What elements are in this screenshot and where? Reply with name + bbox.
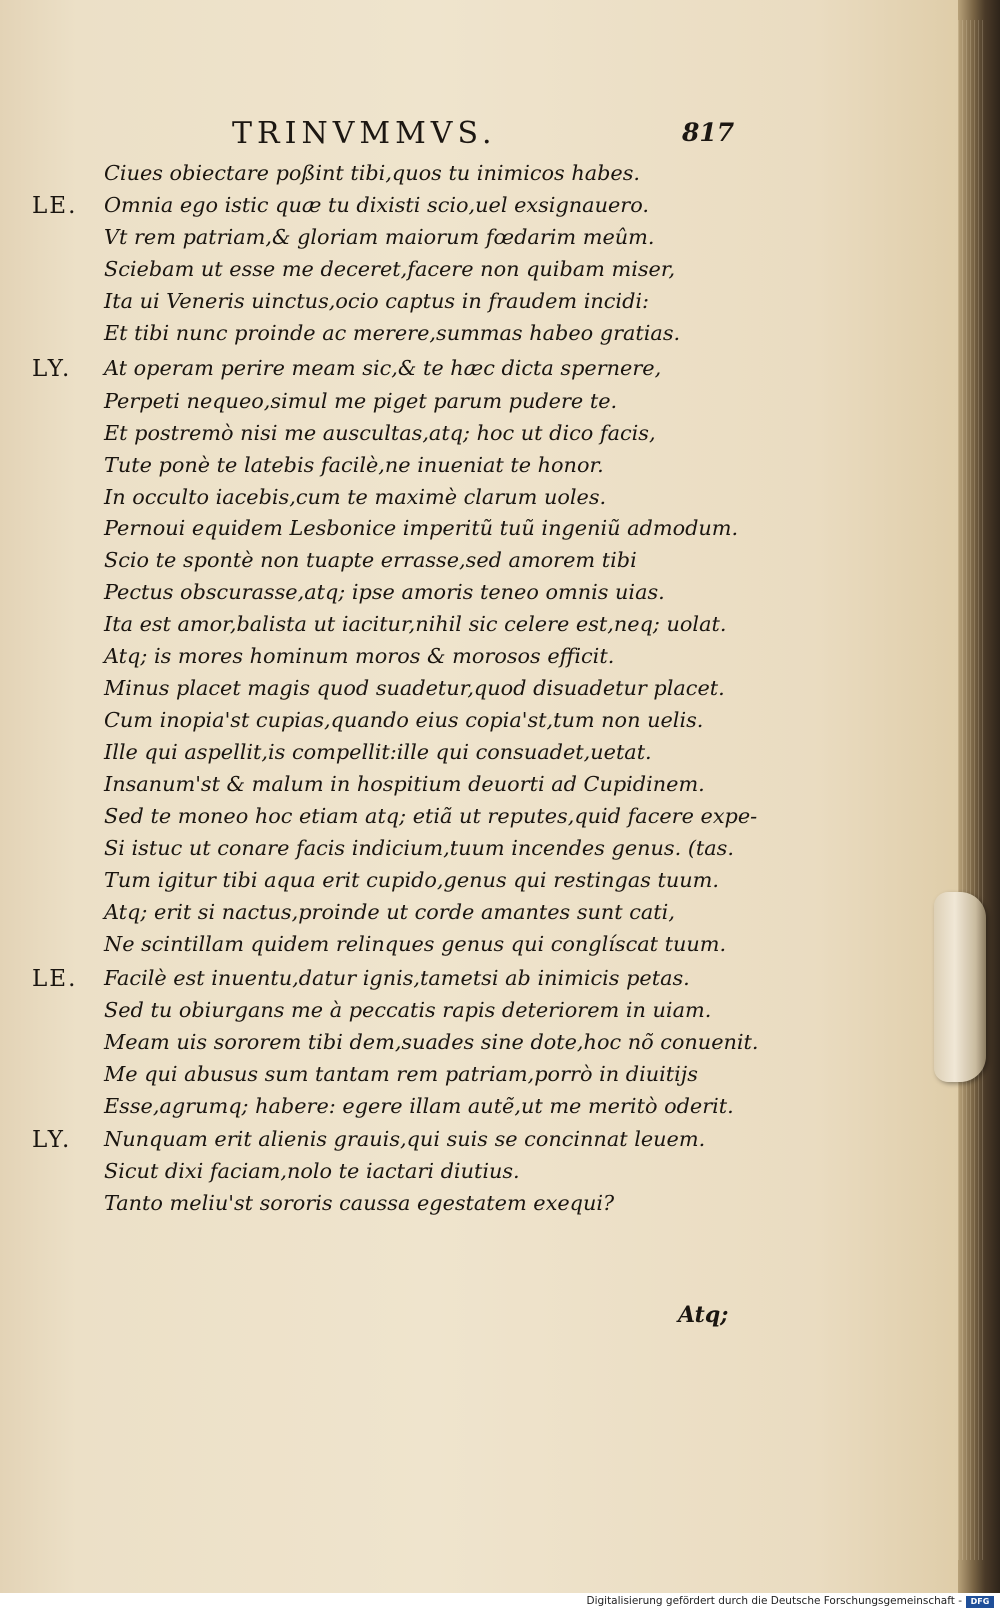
verse-line-text: Si istuc ut conare facis indicium,tuum incendes genus. (tas. — [104, 836, 734, 860]
verse-line-text: Et postremò nisi me auscultas,atq; hoc ut dico facis, — [104, 421, 656, 445]
verse-line-text: At operam perire meam sic,& te hæc dicta spernere, — [104, 356, 662, 380]
verse-line-text: Scio te spontè non tuapte errasse,sed amorem tibi — [104, 548, 637, 572]
verse-line — [0, 644, 958, 674]
running-title: TRINVMMVS. — [232, 116, 497, 151]
verse-line-text: Insanum'st & malum in hospitium deuorti ad Cupidinem. — [104, 772, 705, 796]
verse-line-text: Esse,agrumq; habere: egere illam autẽ,ut me meritò oderit. — [104, 1094, 734, 1118]
verse-line — [0, 161, 958, 191]
verse-line — [0, 389, 958, 419]
verse-line-text: Ciues obiectare poßint tibi,quos tu inimicos habes. — [104, 161, 641, 185]
verse-line-text: Sicut dixi faciam,nolo te iactari diutius. — [104, 1159, 520, 1183]
verse-line — [0, 421, 958, 451]
catchword: Atq; — [678, 1302, 729, 1328]
verse-line — [0, 321, 958, 351]
verse-line-text: Sed tu obiurgans me à peccatis rapis deteriorem in uiam. — [104, 998, 712, 1022]
verse-line — [0, 580, 958, 610]
verse-line-text: Et tibi nunc proinde ac merere,summas habeo gratias. — [104, 321, 681, 345]
verse-line-text: In occulto iacebis,cum te maximè clarum uoles. — [104, 485, 607, 509]
verse-line-text: Tum igitur tibi aqua erit cupido,genus qui restingas tuum. — [104, 868, 719, 892]
verse-line — [0, 804, 958, 834]
verse-line-text: Ille qui aspellit,is compellit:ille qui consuadet,uetat. — [104, 740, 652, 764]
verse-line-text: Atq; erit si nactus,proinde ut corde amantes sunt cati, — [104, 900, 675, 924]
verse-line — [0, 740, 958, 770]
verse-line — [0, 900, 958, 930]
speaker-label: LY. — [32, 356, 72, 382]
verse-line-text: Cum inopia'st cupias,quando eius copia'st,tum non uelis. — [104, 708, 704, 732]
verse-line-text: Sciebam ut esse me deceret,facere non quibam miser, — [104, 257, 676, 281]
verse-line — [0, 1191, 958, 1221]
verse-line — [0, 836, 958, 866]
verse-line — [0, 1094, 958, 1124]
verse-line — [0, 676, 958, 706]
page-number: 817 — [682, 118, 735, 147]
verse-line — [0, 612, 958, 642]
digitization-credit: Digitalisierung gefördert durch die Deutsche Forschungsgemeinschaft - — [586, 1595, 962, 1607]
verse-line-text: Omnia ego istic quæ tu dixisti scio,uel exsignauero. — [104, 193, 649, 217]
verse-line-text: Minus placet magis quod suadetur,quod disuadetur placet. — [104, 676, 725, 700]
verse-line-text: Atq; is mores hominum moros & morosos efficit. — [104, 644, 615, 668]
verse-line — [0, 1062, 958, 1092]
verse-line — [0, 932, 958, 962]
verse-line-text: Ita ui Veneris uinctus,ocio captus in fraudem incidi: — [104, 289, 650, 313]
verse-line — [0, 1030, 958, 1060]
speaker-label: LY. — [32, 1127, 72, 1153]
verse-line-text: Tute ponè te latebis facilè,ne inueniat te honor. — [104, 453, 604, 477]
verse-line-text: Meam uis sororem tibi dem,suades sine dote,hoc nõ conuenit. — [104, 1030, 759, 1054]
verse-line — [0, 225, 958, 255]
verse-line — [0, 998, 958, 1028]
verse-line-text: Pectus obscurasse,atq; ipse amoris teneo omnis uias. — [104, 580, 665, 604]
verse-line-text: Perpeti nequeo,simul me piget parum pudere te. — [104, 389, 618, 413]
page-clip — [934, 892, 986, 1082]
verse-line-text: Me qui abusus sum tantam rem patriam,porrò in diuitijs — [104, 1062, 698, 1086]
speaker-label: LE. — [32, 966, 78, 992]
verse-line — [0, 485, 958, 515]
verse-line-text: Sed te moneo hoc etiam atq; etiã ut reputes,quid facere expe- — [104, 804, 758, 828]
verse-line-text: Nunquam erit alienis grauis,qui suis se concinnat leuem. — [104, 1127, 706, 1151]
verse-line — [0, 1159, 958, 1189]
verse-line — [0, 548, 958, 578]
verse-line — [0, 772, 958, 802]
verse-line-text: Ita est amor,balista ut iacitur,nihil sic celere est,neq; uolat. — [104, 612, 727, 636]
verse-line — [0, 1127, 958, 1157]
verse-line — [0, 356, 958, 386]
verse-line — [0, 257, 958, 287]
dfg-logo: DFG — [966, 1596, 994, 1608]
verse-line-text: Vt rem patriam,& gloriam maiorum fœdarim meûm. — [104, 225, 655, 249]
verse-line — [0, 453, 958, 483]
verse-line — [0, 516, 958, 546]
verse-line — [0, 868, 958, 898]
verse-line — [0, 966, 958, 996]
verse-line-text: Ne scintillam quidem relinques genus qui conglíscat tuum. — [104, 932, 727, 956]
verse-line — [0, 193, 958, 223]
verse-line-text: Pernoui equidem Lesbonice imperitũ tuũ ingeniũ admodum. — [104, 516, 739, 540]
verse-line — [0, 289, 958, 319]
verse-line-text: Facilè est inuentu,datur ignis,tametsi ab inimicis petas. — [104, 966, 690, 990]
speaker-label: LE. — [32, 193, 78, 219]
verse-line-text: Tanto meliu'st sororis caussa egestatem exequi? — [104, 1191, 615, 1215]
verse-line — [0, 708, 958, 738]
